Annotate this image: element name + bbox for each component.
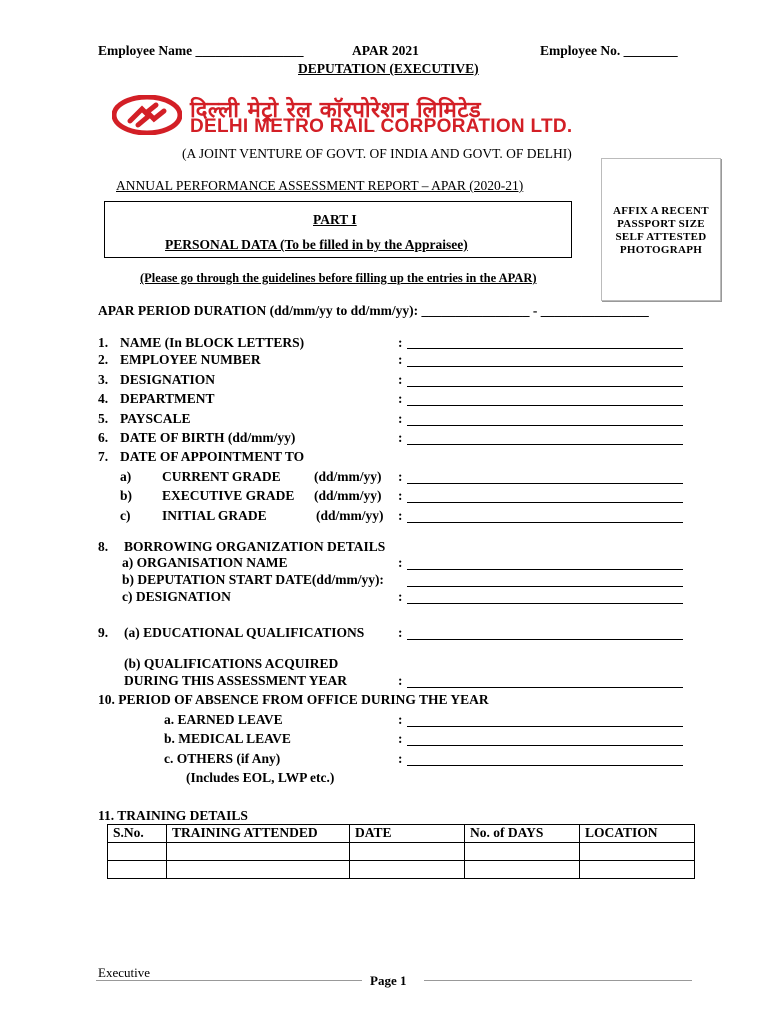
executive-grade-label: EXECUTIVE GRADE: [162, 488, 295, 503]
part-one-box: [104, 201, 572, 258]
field-number: 9.: [98, 625, 109, 640]
date-of-birth-label: DATE OF BIRTH (dd/mm/yy): [120, 430, 296, 445]
designation-label: DESIGNATION: [120, 372, 216, 387]
initial-grade-label: INITIAL GRADE: [162, 508, 267, 523]
footer-divider-right: [424, 980, 692, 981]
colon: :: [398, 508, 403, 523]
colon: :: [398, 488, 403, 503]
sub-item-letter: a): [120, 469, 132, 484]
column-header-sno: S.No.: [108, 825, 167, 843]
page-number: Page 1: [370, 973, 407, 988]
borrowing-designation-label: c) DESIGNATION: [122, 589, 231, 604]
column-header-date: DATE: [350, 825, 465, 843]
table-cell[interactable]: [350, 843, 465, 861]
training-table: [107, 824, 695, 879]
qualifications-acquired-label: (b) QUALIFICATIONS ACQUIRED: [124, 656, 339, 671]
table-cell[interactable]: [108, 843, 167, 861]
table-cell[interactable]: [580, 843, 695, 861]
name-input-line[interactable]: [407, 348, 683, 349]
column-header-location: LOCATION: [580, 825, 695, 843]
current-grade-input-line[interactable]: [407, 483, 683, 484]
borrowing-org-label: BORROWING ORGANIZATION DETAILS: [124, 539, 386, 554]
deputation-start-date-input-line[interactable]: [407, 586, 683, 587]
table-cell[interactable]: [465, 861, 580, 879]
colon: :: [398, 589, 403, 604]
earned-leave-label: a. EARNED LEAVE: [164, 712, 283, 727]
table-cell[interactable]: [167, 861, 350, 879]
name-label: NAME (In BLOCK LETTERS): [120, 335, 305, 350]
others-leave-label: c. OTHERS (if Any): [164, 751, 281, 766]
table-cell[interactable]: [580, 861, 695, 879]
part-title: PART I: [313, 212, 357, 227]
colon: :: [398, 751, 403, 766]
photo-text-line3: SELF ATTESTED: [615, 231, 707, 243]
designation-input-line[interactable]: [407, 386, 683, 387]
colon: :: [398, 469, 403, 484]
organisation-name-label: a) ORGANISATION NAME: [122, 555, 288, 570]
date-format-hint: (dd/mm/yy): [314, 469, 382, 484]
colon: :: [398, 625, 403, 640]
colon: :: [398, 372, 403, 387]
initial-grade-input-line[interactable]: [407, 522, 683, 523]
current-grade-label: CURRENT GRADE: [162, 469, 281, 484]
photo-text-line2: PASSPORT SIZE: [617, 218, 705, 230]
qualifications-acquired-input-line[interactable]: [407, 687, 683, 688]
medical-leave-label: b. MEDICAL LEAVE: [164, 731, 291, 746]
date-of-birth-input-line[interactable]: [407, 444, 683, 445]
qualifications-acquired-label-line2: DURING THIS ASSESSMENT YEAR: [124, 673, 347, 688]
field-number: 7.: [98, 449, 109, 464]
employee-no-field: Employee No. ________: [540, 43, 678, 58]
field-number: 3.: [98, 372, 109, 387]
payscale-input-line[interactable]: [407, 425, 683, 426]
field-number: 5.: [98, 411, 109, 426]
others-leave-input-line[interactable]: [407, 765, 683, 766]
field-number: 1.: [98, 335, 109, 350]
deputation-heading: DEPUTATION (EXECUTIVE): [298, 61, 479, 76]
department-input-line[interactable]: [407, 405, 683, 406]
part-subtitle: PERSONAL DATA (To be filled in by the Appraisee): [165, 237, 468, 252]
date-format-hint: (dd/mm/yy): [314, 488, 382, 503]
colon: :: [398, 430, 403, 445]
apar-year: APAR 2021: [352, 43, 419, 58]
colon: :: [398, 391, 403, 406]
field-number: 6.: [98, 430, 109, 445]
table-header-row: [108, 825, 695, 843]
logo-english-text: DELHI METRO RAIL CORPORATION LTD.: [190, 116, 573, 137]
borrowing-designation-input-line[interactable]: [407, 603, 683, 604]
apar-period-field[interactable]: APAR PERIOD DURATION (dd/mm/yy to dd/mm/yy): ________________ - ________________: [98, 303, 649, 318]
deputation-start-date-label: b) DEPUTATION START DATE(dd/mm/yy):: [122, 572, 384, 587]
column-header-days: No. of DAYS: [465, 825, 580, 843]
photo-text-line1: AFFIX A RECENT: [613, 205, 709, 217]
table-row: [108, 843, 695, 861]
colon: :: [398, 712, 403, 727]
colon: :: [398, 411, 403, 426]
table-row: [108, 861, 695, 879]
colon: :: [398, 673, 403, 688]
payscale-label: PAYSCALE: [120, 411, 191, 426]
employee-number-label: EMPLOYEE NUMBER: [120, 352, 261, 367]
colon: :: [398, 352, 403, 367]
training-details-label: 11. TRAINING DETAILS: [98, 808, 248, 823]
table-cell[interactable]: [108, 861, 167, 879]
earned-leave-input-line[interactable]: [407, 726, 683, 727]
table-cell[interactable]: [465, 843, 580, 861]
colon: :: [398, 731, 403, 746]
footer-divider-left: [96, 980, 362, 981]
sub-item-letter: b): [120, 488, 133, 503]
absence-period-label: 10. PERIOD OF ABSENCE FROM OFFICE DURING THE YEAR: [98, 692, 489, 707]
field-number: 2.: [98, 352, 109, 367]
photo-placeholder: [601, 158, 721, 301]
employee-name-field: Employee Name ________________: [98, 43, 304, 58]
report-title: ANNUAL PERFORMANCE ASSESSMENT REPORT – APAR (2020-21): [116, 178, 524, 193]
employee-number-input-line[interactable]: [407, 366, 683, 367]
educational-qualifications-label: (a) EDUCATIONAL QUALIFICATIONS: [124, 625, 365, 640]
field-number: 8.: [98, 539, 109, 554]
department-label: DEPARTMENT: [120, 391, 215, 406]
colon: :: [398, 335, 403, 350]
logo-hindi-text: दिल्ली मेट्रो रेल कॉरपोरेशन लिमिटेड: [190, 98, 482, 123]
sub-item-letter: c): [120, 508, 131, 523]
dmrc-logo-icon: [112, 95, 182, 135]
column-header-training: TRAINING ATTENDED: [167, 825, 350, 843]
colon: :: [398, 555, 403, 570]
others-leave-note: (Includes EOL, LWP etc.): [186, 770, 335, 785]
date-of-appointment-label: DATE OF APPOINTMENT TO: [120, 449, 305, 464]
field-number: 4.: [98, 391, 109, 406]
medical-leave-input-line[interactable]: [407, 745, 683, 746]
joint-venture-text: (A JOINT VENTURE OF GOVT. OF INDIA AND GOVT. OF DELHI): [182, 146, 572, 161]
educational-qualifications-input-line[interactable]: [407, 639, 683, 640]
footer-category: Executive: [98, 965, 150, 980]
guidelines-note: (Please go through the guidelines before filling up the entries in the APAR): [140, 271, 537, 285]
table-cell[interactable]: [350, 861, 465, 879]
organisation-name-input-line[interactable]: [407, 569, 683, 570]
photo-text-line4: PHOTOGRAPH: [619, 244, 703, 256]
executive-grade-input-line[interactable]: [407, 502, 683, 503]
table-cell[interactable]: [167, 843, 350, 861]
date-format-hint: (dd/mm/yy): [316, 508, 384, 523]
